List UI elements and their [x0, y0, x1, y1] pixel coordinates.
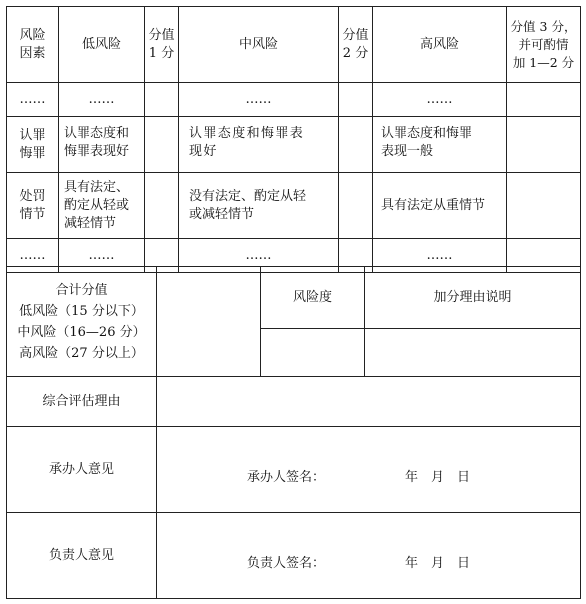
header-score-1: 分值 1 分 [145, 7, 179, 83]
header-mid-risk: 中风险 [179, 7, 339, 83]
row-high: …… [373, 239, 507, 273]
row-score1 [145, 173, 179, 239]
row-score3 [507, 83, 581, 117]
row-score2 [339, 117, 373, 173]
row-high: …… [373, 83, 507, 117]
row-factor: …… [7, 239, 59, 273]
row-score2 [339, 173, 373, 239]
risk-factor-table [6, 6, 581, 273]
assessment-table [6, 266, 581, 599]
header-score-2: 分值 2 分 [339, 7, 373, 83]
handler-date: 年 月 日 [405, 470, 471, 485]
leader-opinion-cell [157, 513, 581, 599]
bonus-reason-label: 加分理由说明 [365, 267, 581, 329]
row-factor: …… [7, 83, 59, 117]
row-low: …… [59, 239, 145, 273]
row-score3 [507, 173, 581, 239]
risk-degree-value [261, 329, 365, 377]
row-mid: …… [179, 83, 339, 117]
header-row [7, 7, 581, 83]
row-mid: 认罪态度和悔罪表 现好 [179, 117, 339, 173]
table-row [7, 173, 581, 239]
row-score1 [145, 83, 179, 117]
row-score2 [339, 83, 373, 117]
total-score-cell [7, 267, 157, 377]
row-low: 认罪态度和 悔罪表现好 [59, 117, 145, 173]
total-score-value [157, 267, 261, 377]
handler-opinion-label: 承办人意见 [7, 427, 157, 513]
mid-risk-range: 中风险（16—26 分） [17, 324, 146, 340]
risk-degree-label: 风险度 [261, 267, 365, 329]
row-low: …… [59, 83, 145, 117]
assessment-reason-value [157, 377, 581, 427]
header-factor: 风险 因素 [7, 7, 59, 83]
table-row [7, 117, 581, 173]
handler-signature-label: 承办人签名： [247, 470, 326, 485]
row-low: 具有法定、 酌定从轻或 减轻情节 [59, 173, 145, 239]
table-row [7, 83, 581, 117]
row-score3 [507, 117, 581, 173]
row-high: 具有法定从重情节 [373, 173, 507, 239]
row-mid: 没有法定、酌定从轻 或减轻情节 [179, 173, 339, 239]
header-score-3: 分值 3 分， 并可酌情 加 1—2 分 [507, 7, 581, 83]
high-risk-range: 高风险（27 分以上） [19, 345, 144, 361]
row-factor: 认罪 悔罪 [7, 117, 59, 173]
handler-opinion-cell [157, 427, 581, 513]
row-factor: 处罚 情节 [7, 173, 59, 239]
header-high-risk: 高风险 [373, 7, 507, 83]
row-mid: …… [179, 239, 339, 273]
leader-date: 年 月 日 [405, 556, 471, 571]
row-high: 认罪态度和悔罪 表现一般 [373, 117, 507, 173]
row-score1 [145, 117, 179, 173]
bonus-reason-value [365, 329, 581, 377]
leader-opinion-label: 负责人意见 [7, 513, 157, 599]
total-score-label: 合计分值 [55, 282, 108, 298]
header-low-risk: 低风险 [59, 7, 145, 83]
leader-signature-label: 负责人签名： [247, 556, 326, 571]
low-risk-range: 低风险（15 分以下） [19, 303, 144, 319]
assessment-reason-label: 综合评估理由 [7, 377, 157, 427]
